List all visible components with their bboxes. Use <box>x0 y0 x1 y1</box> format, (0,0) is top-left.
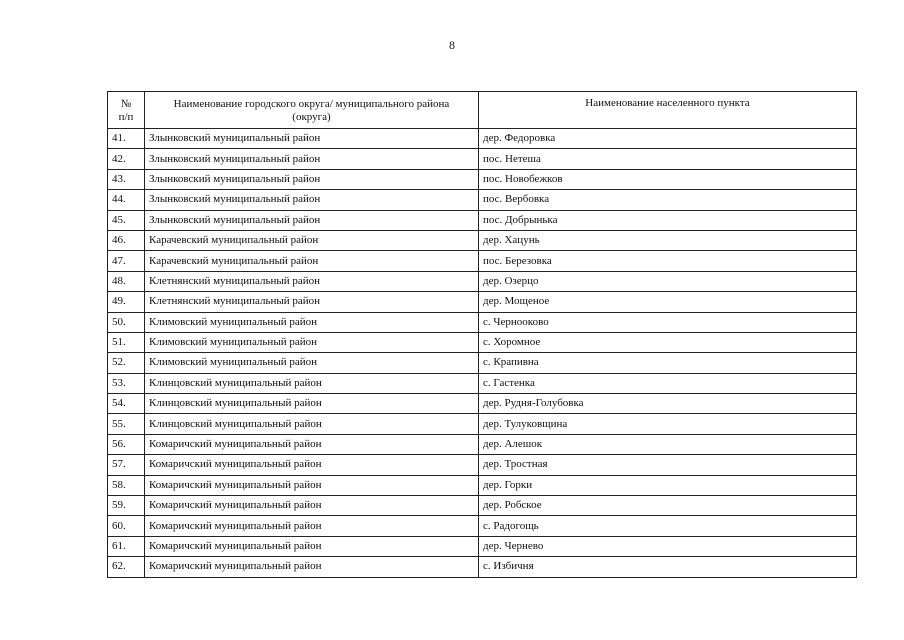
row-district: Злынковский муниципальный район <box>145 129 479 149</box>
table-row <box>108 434 857 454</box>
table-row <box>108 536 857 556</box>
row-district: Климовский муниципальный район <box>145 353 479 373</box>
row-settlement: дер. Хацунь <box>479 230 857 250</box>
row-district: Комаричский муниципальный район <box>145 455 479 475</box>
row-number: 51. <box>108 332 145 352</box>
row-settlement: дер. Горки <box>479 475 857 495</box>
table-row <box>108 516 857 536</box>
header-row <box>108 92 857 129</box>
row-number: 50. <box>108 312 145 332</box>
header-number <box>108 92 145 129</box>
table-row <box>108 312 857 332</box>
row-number: 46. <box>108 230 145 250</box>
row-number: 56. <box>108 434 145 454</box>
row-settlement: пос. Вербовка <box>479 190 857 210</box>
row-district: Злынковский муниципальный район <box>145 149 479 169</box>
header-number-line1: № <box>120 97 132 110</box>
row-number: 52. <box>108 353 145 373</box>
row-settlement: дер. Рудня-Голубовка <box>479 394 857 414</box>
header-settlement: Наименование населенного пункта <box>479 92 857 129</box>
table-row <box>108 475 857 495</box>
table-body <box>108 129 857 578</box>
row-number: 55. <box>108 414 145 434</box>
table-row <box>108 414 857 434</box>
header-district-line2: (округа) <box>292 110 331 123</box>
row-number: 62. <box>108 557 145 577</box>
row-district: Комаричский муниципальный район <box>145 475 479 495</box>
row-settlement: дер. Алешок <box>479 434 857 454</box>
row-settlement: с. Избичня <box>479 557 857 577</box>
row-number: 53. <box>108 373 145 393</box>
row-settlement: пос. Березовка <box>479 251 857 271</box>
row-district: Клинцовский муниципальный район <box>145 414 479 434</box>
row-number: 47. <box>108 251 145 271</box>
row-settlement: дер. Озерцо <box>479 271 857 291</box>
row-number: 48. <box>108 271 145 291</box>
row-number: 49. <box>108 292 145 312</box>
row-district: Комаричский муниципальный район <box>145 536 479 556</box>
settlements-table <box>107 91 857 578</box>
row-district: Клетнянский муниципальный район <box>145 271 479 291</box>
row-number: 58. <box>108 475 145 495</box>
row-district: Злынковский муниципальный район <box>145 190 479 210</box>
table-row <box>108 373 857 393</box>
table-row <box>108 169 857 189</box>
row-settlement: дер. Федоровка <box>479 129 857 149</box>
row-settlement: дер. Тростная <box>479 455 857 475</box>
page-number: 8 <box>449 38 455 52</box>
row-district: Клинцовский муниципальный район <box>145 394 479 414</box>
row-district: Клетнянский муниципальный район <box>145 292 479 312</box>
row-number: 57. <box>108 455 145 475</box>
row-settlement: с. Крапивна <box>479 353 857 373</box>
row-number: 42. <box>108 149 145 169</box>
row-settlement: пос. Нетеша <box>479 149 857 169</box>
row-district: Климовский муниципальный район <box>145 332 479 352</box>
row-district: Карачевский муниципальный район <box>145 230 479 250</box>
row-number: 44. <box>108 190 145 210</box>
row-settlement: пос. Новобежков <box>479 169 857 189</box>
row-settlement: дер. Тулуковщина <box>479 414 857 434</box>
table-row <box>108 496 857 516</box>
row-district: Комаричский муниципальный район <box>145 557 479 577</box>
table-row <box>108 149 857 169</box>
row-district: Злынковский муниципальный район <box>145 169 479 189</box>
row-district: Комаричский муниципальный район <box>145 496 479 516</box>
row-district: Карачевский муниципальный район <box>145 251 479 271</box>
header-number-line2: п/п <box>118 110 134 123</box>
row-settlement: с. Чернооково <box>479 312 857 332</box>
row-settlement: дер. Мощеное <box>479 292 857 312</box>
row-settlement: с. Радогощь <box>479 516 857 536</box>
row-district: Злынковский муниципальный район <box>145 210 479 230</box>
row-number: 45. <box>108 210 145 230</box>
table-row <box>108 251 857 271</box>
table-row <box>108 557 857 577</box>
table-row <box>108 353 857 373</box>
row-district: Климовский муниципальный район <box>145 312 479 332</box>
table-row <box>108 190 857 210</box>
row-number: 60. <box>108 516 145 536</box>
header-district-line1: Наименование городского округа/ муниципального района <box>173 97 450 110</box>
row-number: 59. <box>108 496 145 516</box>
table-row <box>108 332 857 352</box>
row-number: 61. <box>108 536 145 556</box>
row-district: Клинцовский муниципальный район <box>145 373 479 393</box>
row-settlement: дер. Робское <box>479 496 857 516</box>
table-row <box>108 455 857 475</box>
table-row <box>108 129 857 149</box>
header-district <box>145 92 479 129</box>
table-row <box>108 271 857 291</box>
row-settlement: пос. Добрынька <box>479 210 857 230</box>
row-number: 41. <box>108 129 145 149</box>
row-settlement: дер. Чернево <box>479 536 857 556</box>
row-number: 54. <box>108 394 145 414</box>
row-number: 43. <box>108 169 145 189</box>
row-district: Комаричский муниципальный район <box>145 516 479 536</box>
table-header <box>108 92 857 129</box>
row-settlement: с. Гастенка <box>479 373 857 393</box>
table-row <box>108 210 857 230</box>
table-row <box>108 292 857 312</box>
row-district: Комаричский муниципальный район <box>145 434 479 454</box>
row-settlement: с. Хоромное <box>479 332 857 352</box>
table-row <box>108 230 857 250</box>
table-row <box>108 394 857 414</box>
